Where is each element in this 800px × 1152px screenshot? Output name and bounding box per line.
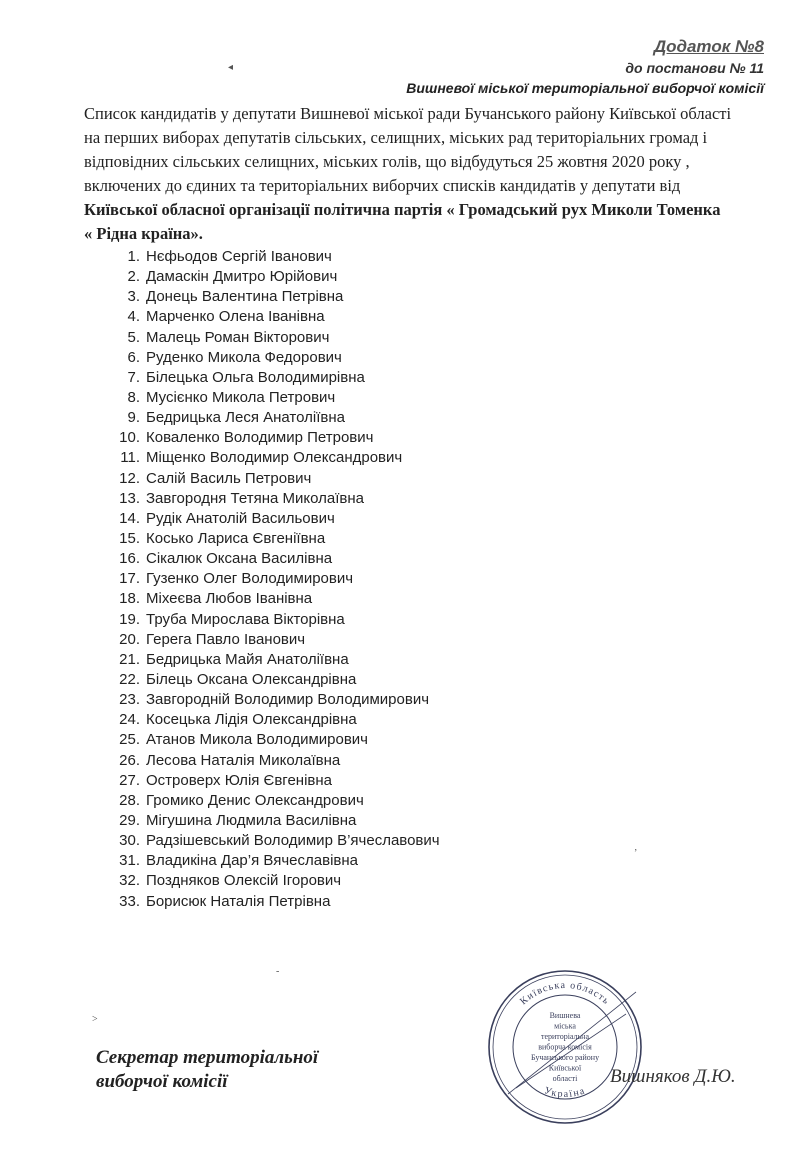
candidate-item bbox=[108, 771, 440, 791]
candidate-item bbox=[108, 690, 440, 710]
candidate-item bbox=[108, 529, 440, 549]
secretary-title-line: Секретар територіальної bbox=[96, 1047, 319, 1068]
candidate-number: 4. bbox=[127, 308, 140, 326]
candidate-name: Рудік Анатолій Васильович bbox=[146, 509, 335, 527]
candidate-item bbox=[108, 388, 440, 408]
candidate-number: 13. bbox=[119, 489, 140, 507]
candidate-name: Борисюк Наталія Петрівна bbox=[146, 892, 331, 910]
candidate-number: 31. bbox=[119, 852, 140, 870]
scan-speck: ◂ bbox=[228, 62, 234, 73]
candidate-number: 28. bbox=[119, 791, 140, 809]
candidate-item bbox=[108, 408, 440, 428]
appendix-number: Додаток №8 bbox=[653, 37, 764, 56]
candidate-name: Гузенко Олег Володимирович bbox=[146, 570, 354, 588]
candidate-number: 22. bbox=[119, 670, 140, 688]
candidate-name: Завгородня Тетяна Миколаївна bbox=[146, 489, 364, 507]
candidate-item bbox=[108, 589, 440, 609]
candidate-number: 2. bbox=[127, 268, 140, 286]
candidate-number: 9. bbox=[127, 409, 140, 427]
candidate-item bbox=[108, 892, 440, 912]
candidate-item bbox=[108, 348, 440, 368]
party-name-line: « Рідна країна». bbox=[84, 224, 203, 243]
candidate-item bbox=[108, 509, 440, 529]
candidate-list bbox=[108, 247, 440, 912]
candidate-item bbox=[108, 428, 440, 448]
candidate-number: 1. bbox=[127, 248, 140, 265]
candidate-name: Дамаскін Дмитро Юрійович bbox=[146, 268, 338, 286]
candidate-number: 33. bbox=[119, 892, 140, 910]
candidate-item bbox=[108, 569, 440, 589]
candidate-item bbox=[108, 469, 440, 489]
candidate-number: 17. bbox=[119, 570, 140, 588]
candidate-number: 23. bbox=[119, 691, 140, 709]
candidate-name: Островерх Юлія Євгенівна bbox=[146, 771, 333, 789]
candidate-item bbox=[108, 630, 440, 650]
candidate-number: 5. bbox=[127, 328, 140, 346]
candidate-item bbox=[108, 489, 440, 509]
candidate-number: 20. bbox=[119, 630, 140, 648]
candidate-name: Завгородній Володимир Володимирович bbox=[146, 691, 430, 709]
candidate-item bbox=[108, 811, 440, 831]
commission-name: Вишневої міської територіальної виборчої комісії bbox=[406, 80, 764, 96]
candidate-item bbox=[108, 328, 440, 348]
candidate-name: Міщенко Володимир Олександрович bbox=[146, 449, 403, 467]
candidate-name: Бедрицька Майя Анатоліївна bbox=[146, 650, 349, 668]
secretary-title-line: виборчої комісії bbox=[96, 1071, 228, 1092]
candidate-name: Бедрицька Леся Анатоліївна bbox=[146, 409, 345, 427]
candidate-number: 21. bbox=[119, 650, 140, 668]
document-intro bbox=[84, 102, 774, 246]
candidate-item bbox=[108, 610, 440, 630]
candidate-name: Мігушина Людмила Василівна bbox=[146, 811, 357, 829]
candidate-name: Атанов Микола Володимирович bbox=[146, 731, 368, 749]
candidate-item bbox=[108, 307, 440, 327]
candidate-number: 7. bbox=[127, 368, 140, 386]
seal-center-line: Київської bbox=[548, 1063, 582, 1073]
candidate-number: 11. bbox=[120, 449, 140, 467]
candidate-number: 27. bbox=[119, 771, 140, 789]
candidate-name: Мусієнко Микола Петрович bbox=[146, 388, 336, 406]
candidate-name: Коваленко Володимир Петрович bbox=[146, 429, 374, 447]
candidate-name: Білецька Ольга Володимирівна bbox=[146, 368, 365, 386]
candidate-name: Громико Денис Олександрович bbox=[146, 791, 364, 809]
candidate-name: Білець Оксана Олександрівна bbox=[146, 670, 357, 688]
candidate-item bbox=[108, 831, 440, 851]
scan-speck: ʼ bbox=[634, 848, 638, 859]
candidate-number: 25. bbox=[119, 731, 140, 749]
candidate-name: Міхеєва Любов Іванівна bbox=[146, 590, 313, 608]
secretary-title bbox=[96, 1046, 318, 1094]
svg-text:Україна bbox=[543, 1085, 588, 1100]
candidate-number: 16. bbox=[119, 550, 140, 568]
candidate-number: 10. bbox=[119, 429, 140, 447]
candidate-item bbox=[108, 287, 440, 307]
candidate-item bbox=[108, 247, 440, 267]
candidate-number: 8. bbox=[127, 388, 140, 406]
candidate-name: Косецька Лідія Олександрівна bbox=[146, 711, 357, 729]
candidate-item bbox=[108, 448, 440, 468]
intro-line: відповідних сільських селищних, міських голів, що відбудуться 25 жовтня 2020 року , bbox=[84, 152, 690, 171]
candidate-number: 24. bbox=[119, 711, 140, 729]
seal-center-line: Бучанського району bbox=[530, 1053, 600, 1062]
candidate-number: 15. bbox=[119, 529, 140, 547]
candidate-name: Косько Лариса Євгеніївна bbox=[146, 529, 326, 547]
candidate-item bbox=[108, 730, 440, 750]
candidate-name: Лесова Наталія Миколаївна bbox=[146, 751, 341, 769]
candidate-item bbox=[108, 751, 440, 771]
candidate-name: Сікалюк Оксана Василівна bbox=[146, 550, 333, 568]
candidate-name: Поздняков Олексій Ігорович bbox=[146, 872, 342, 890]
candidate-name: Руденко Микола Федорович bbox=[146, 348, 342, 366]
candidate-name: Владикіна Дар’я Вячеславівна bbox=[146, 852, 358, 870]
commission-seal bbox=[486, 968, 644, 1126]
candidate-number: 3. bbox=[127, 288, 140, 306]
seal-center-line: Вишнева bbox=[549, 1011, 581, 1020]
candidate-item bbox=[108, 871, 440, 891]
scan-speck: - bbox=[276, 966, 280, 977]
candidate-item bbox=[108, 267, 440, 287]
seal-ring-text-top: Київська область bbox=[518, 979, 612, 1008]
candidate-item bbox=[108, 368, 440, 388]
candidate-name: Труба Мирослава Вікторівна bbox=[146, 610, 345, 628]
candidate-name: Донець Валентина Петрівна bbox=[146, 288, 344, 306]
candidate-number: 19. bbox=[119, 610, 140, 628]
svg-text:Київська область bbox=[518, 980, 612, 1007]
scan-speck: ˃ bbox=[92, 1014, 98, 1025]
seal-center-line: територіальна bbox=[540, 1032, 590, 1041]
candidate-name: Салій Василь Петрович bbox=[146, 469, 312, 487]
candidate-item bbox=[108, 791, 440, 811]
intro-line: Список кандидатів у депутати Вишневої міської ради Бучанського району Київської області bbox=[84, 104, 732, 123]
candidate-number: 18. bbox=[119, 590, 140, 608]
seal-center-line: області bbox=[552, 1074, 578, 1083]
candidate-name: Радзішевський Володимир В’ячеславович bbox=[146, 832, 440, 850]
candidate-name: Нєфьодов Сергій Іванович bbox=[146, 248, 332, 265]
candidate-item bbox=[108, 549, 440, 569]
intro-line: на перших виборах депутатів сільських, селищних, міських рад територіальних громад і bbox=[84, 128, 708, 147]
signatory-name: Вишняков Д.Ю. bbox=[610, 1066, 736, 1087]
appendix-header bbox=[406, 36, 764, 98]
resolution-reference: до постанови № 11 bbox=[625, 60, 764, 76]
party-name-line: Київської обласної організації політична партія « Громадський рух Миколи Томенка bbox=[84, 200, 721, 219]
candidate-number: 29. bbox=[119, 811, 140, 829]
seal-ring-text-bottom: Україна bbox=[542, 1085, 588, 1100]
intro-line: включених до єдиних та територіальних виборчих списків кандидатів у депутати від bbox=[84, 176, 681, 195]
candidate-item bbox=[108, 710, 440, 730]
candidate-number: 12. bbox=[119, 469, 140, 487]
candidate-name: Марченко Олена Іванівна bbox=[146, 308, 325, 326]
candidate-number: 14. bbox=[119, 509, 140, 527]
candidate-number: 30. bbox=[119, 832, 140, 850]
seal-center-line: міська bbox=[554, 1021, 576, 1031]
candidate-number: 32. bbox=[119, 872, 140, 890]
seal-center-line: виборча комісія bbox=[538, 1042, 592, 1052]
candidate-number: 6. bbox=[127, 348, 140, 366]
candidate-item bbox=[108, 670, 440, 690]
candidate-name: Малець Роман Вікторович bbox=[146, 328, 330, 346]
candidate-name: Герега Павло Іванович bbox=[146, 630, 306, 648]
candidate-item bbox=[108, 851, 440, 871]
candidate-item bbox=[108, 650, 440, 670]
candidate-number: 26. bbox=[119, 751, 140, 769]
